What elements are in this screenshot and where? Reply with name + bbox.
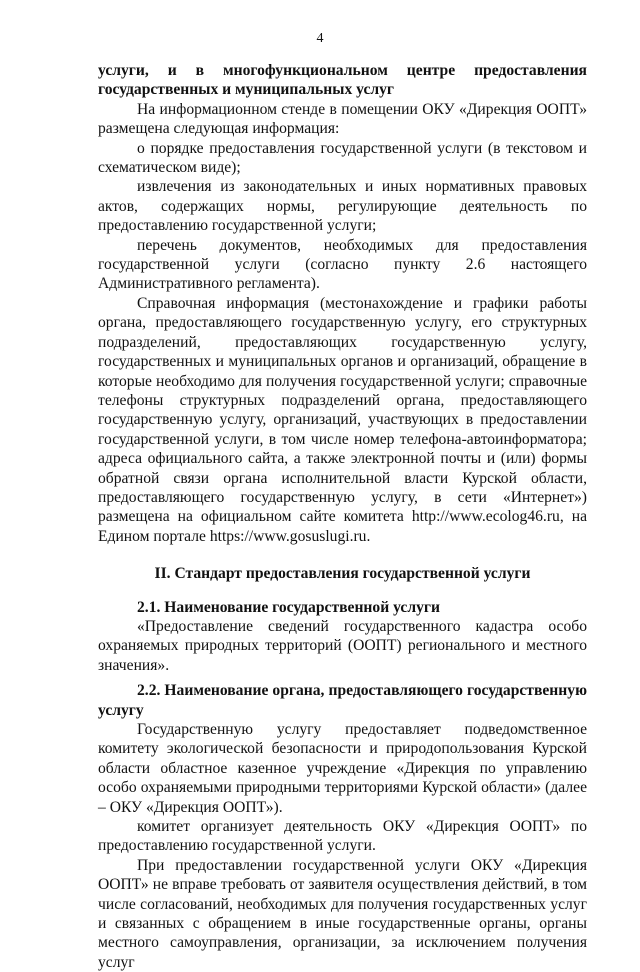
paragraph-documents-list: перечень документов, необходимых для предоставления государственной услуги (согласно пункту 2.6 настоящего Административного регламента). <box>98 236 587 293</box>
page-number: 4 <box>316 31 324 46</box>
heading-continuation-line2: государственных и муниципальных услуг <box>98 81 395 99</box>
subsection-2-2-heading: 2.2. Наименование органа, предоставляющего государственную услугу <box>98 682 587 719</box>
paragraph-info-stand: На информационном стенде в помещении ОКУ «Дирекция ООПТ» размещена следующая информация: <box>98 100 587 138</box>
paragraph-order: о порядке предоставления государственной услуги (в текстовом и схематическом виде); <box>98 139 587 177</box>
paragraph-extracts: извлечения из законодательных и иных нормативных правовых актов, содержащих нормы, регулирующие деятельность по предоставлению государственной услуги; <box>98 178 587 235</box>
paragraph-service-name: «Предоставление сведений государственного кадастра особо охраняемых природных территорий (ООПТ) регионального и местного значения». <box>98 617 587 674</box>
heading-continuation-line1: услуги, и в многофункциональном центре предоставления <box>98 62 587 79</box>
paragraph-provider: Государственную услугу предоставляет подведомственное комитету экологической безопасности и природопользования Курской области областное казенное учреждение «Дирекция по управлению особо охраняемыми природными территориями Курской области» (далее – ОКУ «Дирекция ООПТ»). <box>98 721 587 816</box>
document-body <box>98 61 587 972</box>
paragraph-restrictions: При предоставлении государственной услуги ОКУ «Дирекция ООПТ» не вправе требовать от заявителя осуществления действий, в том числе согласований, необходимых для получения государственных услуг и связанных с обращением в иные государственные органы, органы местного самоуправления, организации, за исключением получения услуг <box>98 856 587 971</box>
paragraph-committee: комитет организует деятельность ОКУ «Дирекция ООПТ» по предоставлению государственной услуги. <box>98 818 587 855</box>
paragraph-reference-info: Справочная информация (местонахождение и графики работы органа, предоставляющего государственную услугу, его структурных подразделений, предоставляющих государственную услугу, государственных и муниципальных органов и организаций, обращение в которые необходимо для получения государственной услуги; справочные телефоны структурных подразделений органа, предоставляющего государственную услугу, организаций, участвующих в предоставлении государственной услуги, в том числе номер телефона-автоинформатора; адреса официального сайта, а также электронной почты и (или) формы обратной связи органа исполнительной власти Курской области, предоставляющего государственную услугу, в сети «Интернет») размещена на официальном сайте комитета http://www.ecolog46.ru, на Едином портале https://www.gosuslugi.ru. <box>98 294 587 545</box>
subsection-2-1-heading: 2.1. Наименование государственной услуги <box>137 598 440 616</box>
section-title: II. Стандарт предоставления государственной услуги <box>154 565 531 583</box>
